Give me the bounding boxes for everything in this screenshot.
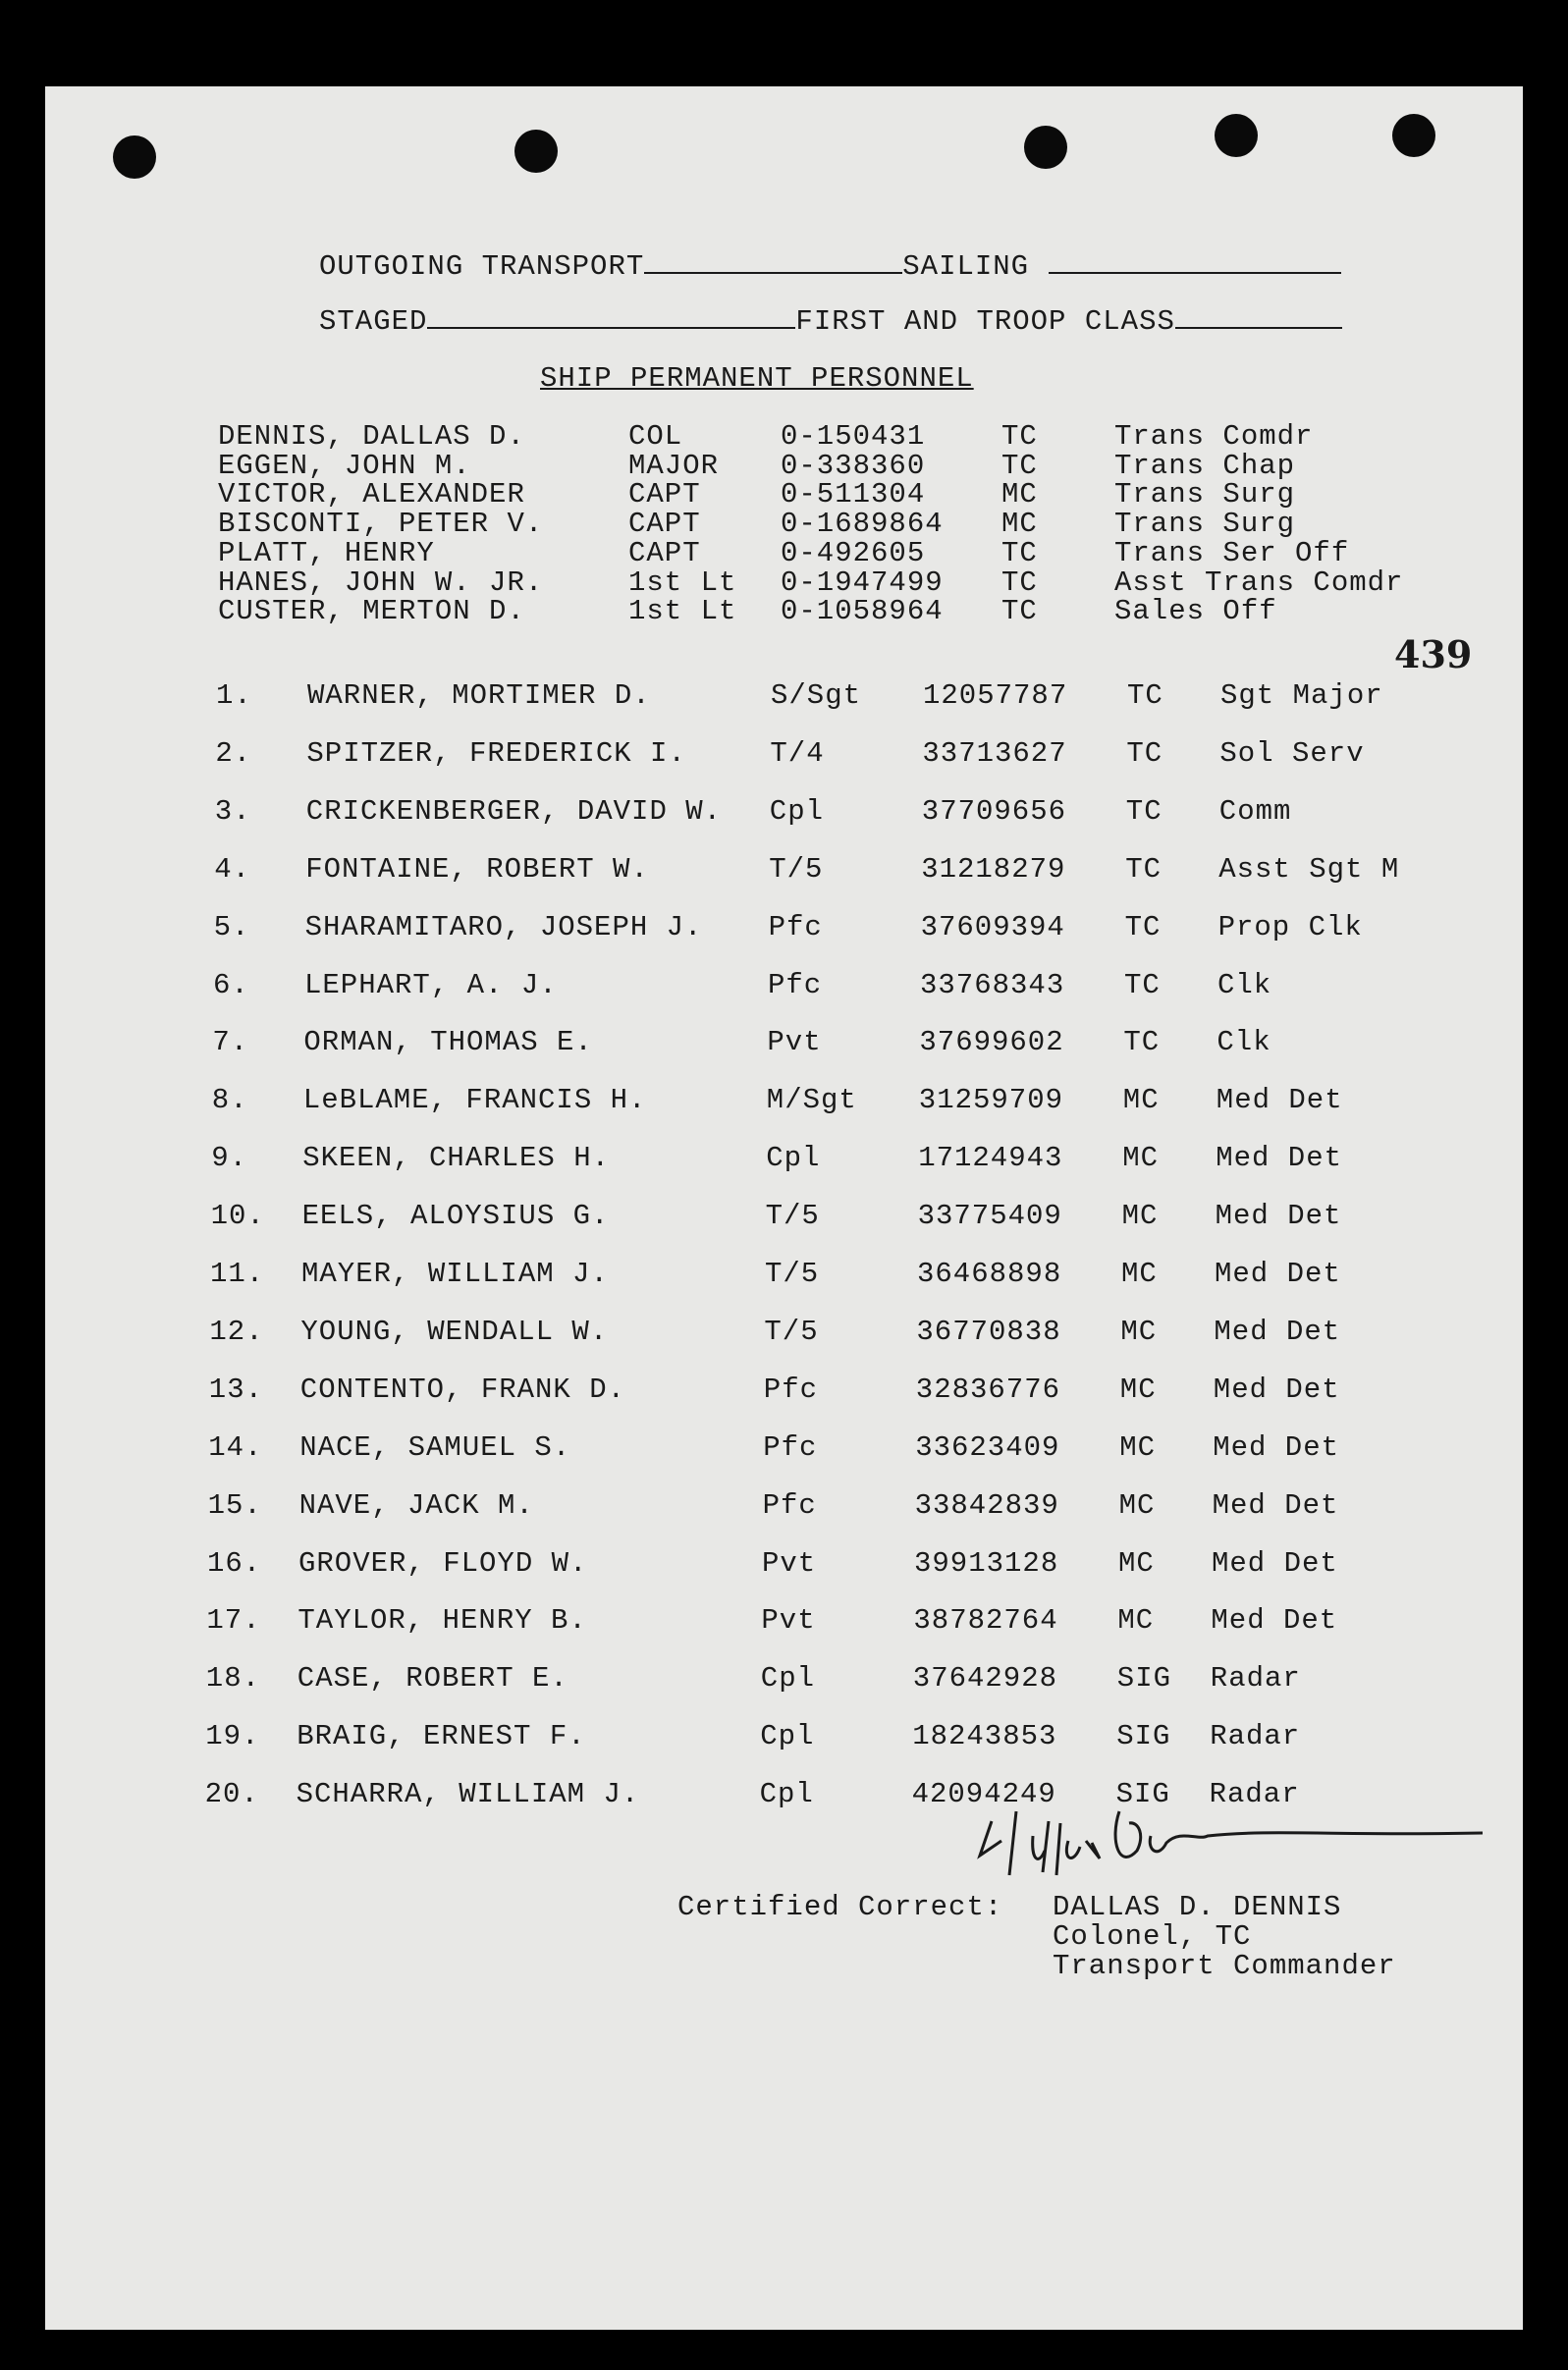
enlisted-rank: Cpl: [769, 794, 825, 828]
enlisted-branch: TC: [1125, 852, 1162, 886]
enlisted-branch: TC: [1125, 794, 1162, 828]
page-number: 439: [1394, 632, 1473, 676]
enlisted-name: SPITZER, FREDERICK I.: [306, 736, 686, 770]
officer-duty: Trans Ser Off: [1114, 536, 1350, 569]
enlisted-rank: Pvt: [761, 1604, 816, 1638]
enlisted-number: 17.: [206, 1604, 261, 1638]
officer-rank: 1st Lt: [628, 595, 737, 628]
enlisted-serial: 33623409: [915, 1430, 1060, 1464]
enlisted-duty: Radar: [1210, 1720, 1301, 1753]
enlisted-number: 11.: [210, 1258, 265, 1290]
enlisted-serial: 36468898: [917, 1258, 1062, 1290]
enlisted-serial: 32836776: [915, 1373, 1061, 1406]
enlisted-branch: TC: [1124, 910, 1162, 943]
officer-branch: TC: [1001, 449, 1038, 482]
officer-duty: Trans Surg: [1114, 478, 1296, 512]
enlisted-branch: SIG: [1116, 1720, 1171, 1753]
enlisted-duty: Clk: [1217, 968, 1272, 1001]
officer-serial: 0-338360: [781, 449, 926, 482]
enlisted-number: 16.: [207, 1546, 262, 1580]
enlisted-number: 18.: [205, 1662, 261, 1696]
punch-hole: [113, 135, 156, 179]
enlisted-rank: T/5: [769, 852, 824, 886]
enlisted-branch: MC: [1119, 1373, 1157, 1406]
enlisted-number: 7.: [212, 1026, 249, 1059]
enlisted-branch: TC: [1124, 968, 1161, 1001]
enlisted-duty: Med Det: [1216, 1084, 1343, 1117]
enlisted-duty: Med Det: [1211, 1604, 1338, 1638]
officer-rank: CAPT: [628, 478, 701, 512]
first-troop-class-label: FIRST AND TROOP CLASS: [795, 305, 1175, 338]
officer-serial: 0-1058964: [781, 595, 944, 628]
enlisted-name: FONTAINE, ROBERT W.: [305, 852, 649, 886]
enlisted-duty: Med Det: [1216, 1142, 1343, 1175]
enlisted-duty: Med Det: [1213, 1430, 1340, 1464]
enlisted-duty: Radar: [1209, 1778, 1300, 1811]
enlisted-number: 3.: [214, 794, 251, 828]
enlisted-name: SKEEN, CHARLES H.: [302, 1142, 611, 1175]
officer-branch: TC: [1001, 595, 1038, 628]
enlisted-name: WARNER, MORTIMER D.: [307, 679, 651, 712]
punch-hole: [514, 130, 558, 173]
staged-blank: [427, 303, 795, 329]
enlisted-number: 8.: [211, 1084, 248, 1117]
enlisted-name: GROVER, FLOYD W.: [298, 1546, 588, 1580]
signature: [972, 1782, 1492, 1900]
enlisted-name: BRAIG, ERNEST F.: [297, 1720, 586, 1753]
enlisted-branch: TC: [1126, 736, 1163, 770]
punch-hole: [1215, 114, 1258, 157]
enlisted-serial: 37699602: [919, 1026, 1064, 1059]
officer-branch: TC: [1001, 420, 1038, 453]
enlisted-rank: Pfc: [768, 910, 823, 943]
enlisted-serial: 42094249: [911, 1778, 1056, 1811]
officer-name: VICTOR, ALEXANDER: [218, 478, 525, 512]
enlisted-number: 5.: [213, 910, 250, 943]
certified-correct-label: Certified Correct:: [677, 1891, 1003, 1923]
header-line-2: [319, 303, 1342, 338]
enlisted-serial: 12057787: [923, 679, 1068, 712]
enlisted-rank: M/Sgt: [766, 1084, 857, 1117]
enlisted-rank: Pvt: [767, 1026, 822, 1059]
officer-serial: 0-492605: [781, 536, 926, 569]
enlisted-branch: MC: [1119, 1430, 1156, 1464]
enlisted-name: CRICKENBERGER, DAVID W.: [305, 794, 723, 828]
enlisted-branch: MC: [1121, 1200, 1159, 1233]
officer-serial: 0-150431: [781, 420, 926, 453]
officer-rank: CAPT: [628, 508, 701, 541]
enlisted-duty: Asst Sgt M: [1218, 852, 1400, 886]
officer-rank: MAJOR: [628, 449, 720, 482]
enlisted-rank: Pfc: [768, 968, 823, 1001]
outgoing-transport-label: OUTGOING TRANSPORT: [319, 250, 645, 283]
officer-branch: MC: [1001, 478, 1038, 512]
enlisted-branch: TC: [1127, 679, 1163, 712]
enlisted-name: MAYER, WILLIAM J.: [301, 1258, 609, 1290]
officer-branch: TC: [1001, 566, 1038, 599]
enlisted-number: 9.: [211, 1142, 247, 1175]
officer-name: PLATT, HENRY: [218, 536, 435, 569]
enlisted-branch: MC: [1118, 1546, 1155, 1580]
enlisted-duty: Med Det: [1215, 1258, 1341, 1290]
officer-name: CUSTER, MERTON D.: [218, 595, 525, 628]
enlisted-name: CONTENTO, FRANK D.: [299, 1373, 626, 1406]
enlisted-branch: MC: [1121, 1258, 1158, 1290]
enlisted-number: 4.: [214, 852, 250, 886]
enlisted-name: YOUNG, WENDALL W.: [300, 1315, 609, 1348]
enlisted-serial: 36770838: [916, 1315, 1061, 1348]
enlisted-serial: 33842839: [914, 1488, 1059, 1522]
enlisted-serial: 33713627: [922, 736, 1067, 770]
enlisted-rank: T/5: [765, 1200, 820, 1233]
sailing-label: SAILING: [902, 250, 1030, 283]
enlisted-serial: 17124943: [918, 1142, 1063, 1175]
enlisted-number: 13.: [208, 1373, 264, 1406]
enlisted-rank: S/Sgt: [771, 679, 862, 712]
enlisted-branch: MC: [1118, 1488, 1156, 1522]
enlisted-duty: Med Det: [1215, 1200, 1342, 1233]
officer-duty: Asst Trans Comdr: [1114, 566, 1404, 599]
enlisted-name: NAVE, JACK M.: [298, 1488, 534, 1522]
officer-duty: Trans Chap: [1114, 449, 1296, 482]
officer-branch: MC: [1001, 508, 1038, 541]
officer-name: BISCONTI, PETER V.: [218, 508, 544, 541]
enlisted-name: EELS, ALOYSIUS G.: [301, 1200, 610, 1233]
enlisted-number: 6.: [213, 968, 249, 1001]
certifier-rank: Colonel, TC: [1053, 1920, 1252, 1953]
enlisted-name: NACE, SAMUEL S.: [299, 1430, 571, 1464]
enlisted-rank: Cpl: [760, 1720, 815, 1753]
enlisted-duty: Sol Serv: [1219, 736, 1365, 770]
enlisted-duty: Sgt Major: [1220, 679, 1383, 712]
enlisted-number: 2.: [215, 736, 252, 770]
staged-label: STAGED: [319, 305, 428, 338]
enlisted-duty: Med Det: [1212, 1546, 1338, 1580]
enlisted-number: 1.: [216, 679, 252, 712]
enlisted-name: CASE, ROBERT E.: [297, 1662, 568, 1696]
enlisted-serial: 18243853: [912, 1720, 1057, 1753]
enlisted-branch: SIG: [1115, 1778, 1170, 1811]
enlisted-rank: Pfc: [762, 1488, 817, 1522]
enlisted-name: SHARAMITARO, JOSEPH J.: [304, 910, 703, 943]
officer-branch: TC: [1001, 536, 1038, 569]
enlisted-branch: MC: [1122, 1084, 1160, 1117]
officer-rank: CAPT: [628, 536, 701, 569]
enlisted-branch: MC: [1120, 1315, 1158, 1348]
enlisted-number: 15.: [207, 1488, 262, 1522]
officer-serial: 0-1947499: [781, 566, 944, 599]
officer-name: EGGEN, JOHN M.: [218, 449, 471, 482]
officer-serial: 0-1689864: [781, 508, 944, 541]
section-title: SHIP PERMANENT PERSONNEL: [540, 362, 974, 395]
first-troop-class-blank: [1175, 303, 1342, 329]
punch-hole: [1024, 126, 1067, 169]
enlisted-serial: 37709656: [921, 794, 1067, 828]
enlisted-serial: 37609394: [920, 910, 1065, 943]
enlisted-duty: Med Det: [1213, 1373, 1340, 1406]
enlisted-serial: 38782764: [913, 1604, 1058, 1638]
enlisted-rank: Pfc: [763, 1430, 818, 1464]
enlisted-number: 14.: [208, 1430, 263, 1464]
enlisted-name: LeBLAME, FRANCIS H.: [302, 1084, 647, 1117]
officer-rank: 1st Lt: [628, 566, 737, 599]
enlisted-number: 19.: [205, 1720, 260, 1753]
enlisted-duty: Comm: [1218, 794, 1292, 828]
enlisted-branch: MC: [1117, 1604, 1155, 1638]
officer-duty: Trans Surg: [1114, 508, 1296, 541]
enlisted-rank: Cpl: [759, 1778, 814, 1811]
enlisted-duty: Med Det: [1214, 1315, 1341, 1348]
enlisted-serial: 31218279: [921, 852, 1066, 886]
enlisted-rank: T/4: [770, 736, 825, 770]
enlisted-number: 10.: [210, 1200, 265, 1233]
officer-name: DENNIS, DALLAS D.: [218, 420, 525, 453]
enlisted-serial: 33775409: [917, 1200, 1062, 1233]
enlisted-duty: Clk: [1217, 1026, 1271, 1059]
enlisted-serial: 37642928: [912, 1662, 1058, 1696]
enlisted-rank: Cpl: [760, 1662, 816, 1696]
officer-duty: Trans Comdr: [1114, 420, 1314, 453]
certifier-name: DALLAS D. DENNIS: [1053, 1891, 1342, 1923]
enlisted-branch: SIG: [1116, 1662, 1172, 1696]
header-line-1: [319, 248, 1341, 283]
officer-duty: Sales Off: [1114, 595, 1277, 628]
enlisted-duty: Radar: [1210, 1662, 1301, 1696]
enlisted-duty: Prop Clk: [1217, 910, 1363, 943]
enlisted-name: TAYLOR, HENRY B.: [297, 1604, 587, 1638]
officer-serial: 0-511304: [781, 478, 926, 512]
enlisted-serial: 31259709: [918, 1084, 1064, 1117]
enlisted-number: 20.: [204, 1778, 259, 1811]
enlisted-branch: TC: [1123, 1026, 1161, 1059]
outgoing-transport-blank: [644, 248, 902, 274]
enlisted-rank: Pvt: [762, 1546, 817, 1580]
officer-name: HANES, JOHN W. JR.: [218, 566, 544, 599]
enlisted-rank: Cpl: [766, 1142, 821, 1175]
enlisted-name: ORMAN, THOMAS E.: [303, 1026, 593, 1059]
enlisted-serial: 39913128: [914, 1546, 1059, 1580]
enlisted-name: LEPHART, A. J.: [304, 968, 558, 1001]
enlisted-duty: Med Det: [1212, 1488, 1339, 1522]
punch-hole: [1392, 114, 1435, 157]
enlisted-rank: Pfc: [763, 1373, 819, 1406]
enlisted-branch: MC: [1122, 1142, 1159, 1175]
enlisted-rank: T/5: [764, 1315, 819, 1348]
enlisted-name: SCHARRA, WILLIAM J.: [296, 1778, 640, 1811]
sailing-blank: [1049, 248, 1341, 274]
enlisted-serial: 33768343: [920, 968, 1065, 1001]
enlisted-number: 12.: [209, 1315, 264, 1348]
certifier-title: Transport Commander: [1053, 1950, 1396, 1982]
enlisted-rank: T/5: [765, 1258, 820, 1290]
officer-rank: COL: [628, 420, 683, 453]
